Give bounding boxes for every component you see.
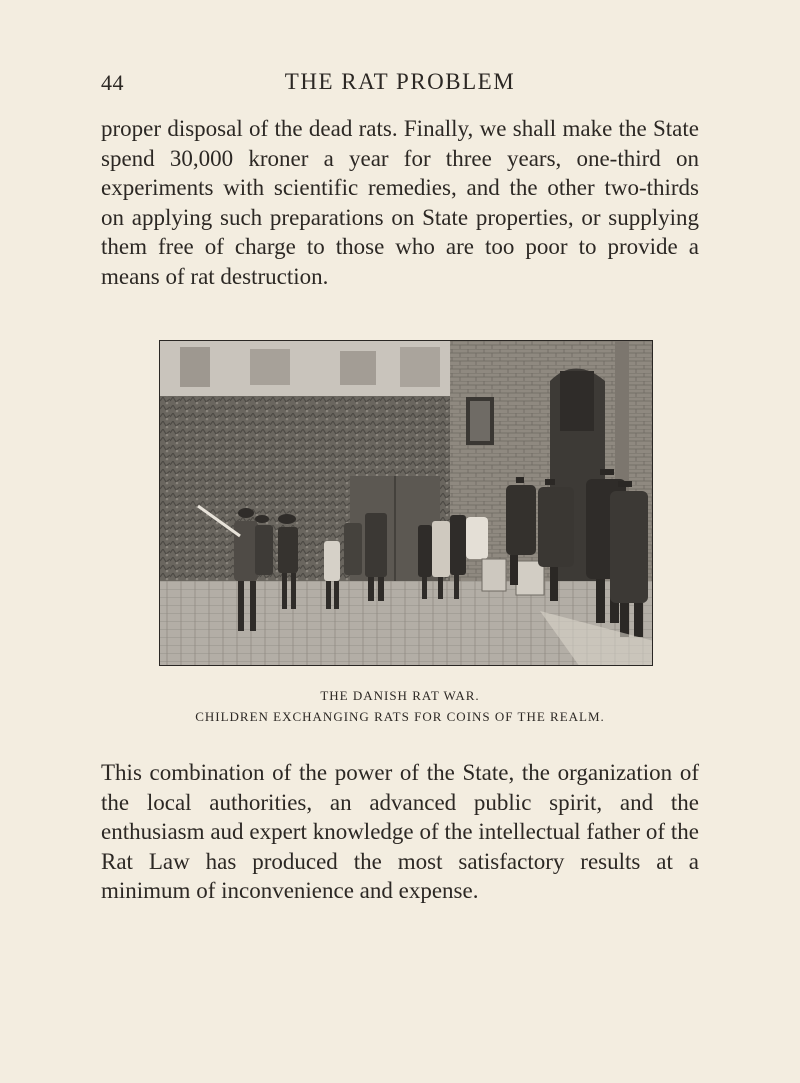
running-head: THE RAT PROBLEM <box>284 69 516 94</box>
figure-caption-subtitle: CHILDREN EXCHANGING RATS FOR COINS OF THE REALM. <box>195 709 605 724</box>
figure-caption-title: THE DANISH RAT WAR. <box>320 688 480 703</box>
paragraph: This combination of the power of the State, the organization of the local authorities, an advanced public spirit, and the enthusiasm aud expert knowledge of the intellectual father of the Rat Law has produced the most satisfactory results at a minimum of inconvenience and expense. <box>101 760 699 903</box>
photograph-children-and-officials-in-courtyard <box>160 341 653 666</box>
photo-plate <box>159 340 653 666</box>
paragraph: proper disposal of the dead rats. Finally, we shall make the State spend 30,000 kroner a year for three years, one-third on experiments with scientific remedies, and the other two-thirds on applying such preparations on State properties, or supplying them free of charge to those who are too poor to provide a means of rat destruction. <box>101 116 699 289</box>
page-number: 44 <box>101 70 124 95</box>
